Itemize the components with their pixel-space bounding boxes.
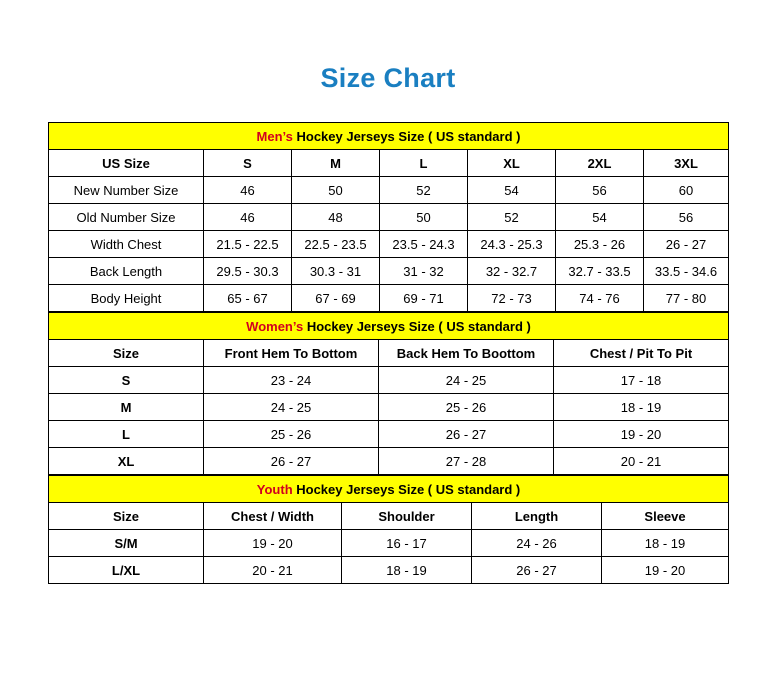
table-section-header-row [49,313,729,340]
table-row [49,367,729,394]
table-header-row [49,503,729,530]
mens-row-2-label: Width Chest [49,231,204,258]
youth-row-0-cell-2: 24 - 26 [472,530,602,557]
mens-row-0-label: New Number Size [49,177,204,204]
youth-header-accent: Youth [256,481,293,497]
table-header-row [49,150,729,177]
youth-row-0-label: S/M [49,530,204,557]
mens-row-0-cell-4: 56 [556,177,644,204]
mens-size-table [48,122,729,312]
womens-col-2: Back Hem To Boottom [379,340,554,367]
mens-row-4-cell-1: 67 - 69 [292,285,380,312]
womens-row-3-label: XL [49,448,204,475]
womens-row-0-cell-1: 24 - 25 [379,367,554,394]
table-header-row [49,340,729,367]
mens-col-5: 2XL [556,150,644,177]
womens-row-2-label: L [49,421,204,448]
mens-row-2-cell-5: 26 - 27 [644,231,729,258]
mens-row-0-cell-0: 46 [204,177,292,204]
womens-row-0-cell-2: 17 - 18 [554,367,729,394]
table-row [49,177,729,204]
mens-row-3-cell-4: 32.7 - 33.5 [556,258,644,285]
youth-header-rest: Hockey Jerseys Size ( US standard ) [292,481,521,497]
mens-row-1-cell-3: 52 [468,204,556,231]
mens-row-1-cell-1: 48 [292,204,380,231]
womens-row-1-cell-1: 25 - 26 [379,394,554,421]
womens-col-1: Front Hem To Bottom [204,340,379,367]
womens-col-0: Size [49,340,204,367]
youth-col-1: Chest / Width [204,503,342,530]
table-row [49,285,729,312]
table-row [49,231,729,258]
youth-row-1-cell-1: 18 - 19 [342,557,472,584]
youth-row-1-cell-3: 19 - 20 [602,557,729,584]
youth-row-1-label: L/XL [49,557,204,584]
youth-section-header [49,476,729,503]
youth-row-1-cell-2: 26 - 27 [472,557,602,584]
table-section-header-row [49,476,729,503]
table-row [49,448,729,475]
mens-col-4: XL [468,150,556,177]
mens-row-4-cell-4: 74 - 76 [556,285,644,312]
womens-col-3: Chest / Pit To Pit [554,340,729,367]
womens-header-accent: Women’s [246,318,304,334]
mens-row-3-cell-3: 32 - 32.7 [468,258,556,285]
table-row [49,204,729,231]
youth-size-table [48,475,729,584]
youth-col-0: Size [49,503,204,530]
mens-row-2-cell-0: 21.5 - 22.5 [204,231,292,258]
womens-size-table [48,312,729,475]
mens-row-1-cell-4: 54 [556,204,644,231]
mens-row-4-cell-2: 69 - 71 [380,285,468,312]
youth-row-0-cell-3: 18 - 19 [602,530,729,557]
mens-row-2-cell-2: 23.5 - 24.3 [380,231,468,258]
table-row [49,530,729,557]
mens-row-3-cell-0: 29.5 - 30.3 [204,258,292,285]
table-row [49,421,729,448]
mens-row-1-cell-0: 46 [204,204,292,231]
womens-row-2-cell-0: 25 - 26 [204,421,379,448]
womens-row-1-cell-2: 18 - 19 [554,394,729,421]
mens-row-3-cell-1: 30.3 - 31 [292,258,380,285]
mens-row-2-cell-1: 22.5 - 23.5 [292,231,380,258]
mens-col-3: L [380,150,468,177]
mens-col-1: S [204,150,292,177]
mens-row-1-label: Old Number Size [49,204,204,231]
mens-row-0-cell-5: 60 [644,177,729,204]
womens-row-1-cell-0: 24 - 25 [204,394,379,421]
mens-row-4-cell-3: 72 - 73 [468,285,556,312]
mens-col-2: M [292,150,380,177]
mens-section-header [49,123,729,150]
youth-row-1-cell-0: 20 - 21 [204,557,342,584]
mens-header-accent: Men’s [256,128,293,144]
womens-row-1-label: M [49,394,204,421]
table-row [49,394,729,421]
mens-row-4-cell-0: 65 - 67 [204,285,292,312]
womens-row-3-cell-2: 20 - 21 [554,448,729,475]
mens-row-2-cell-4: 25.3 - 26 [556,231,644,258]
mens-row-3-cell-2: 31 - 32 [380,258,468,285]
mens-row-1-cell-5: 56 [644,204,729,231]
page-title: Size Chart [320,63,456,93]
mens-col-6: 3XL [644,150,729,177]
youth-row-0-cell-1: 16 - 17 [342,530,472,557]
mens-row-0-cell-2: 52 [380,177,468,204]
mens-row-4-cell-5: 77 - 80 [644,285,729,312]
womens-header-rest: Hockey Jerseys Size ( US standard ) [303,318,531,334]
womens-row-3-cell-1: 27 - 28 [379,448,554,475]
mens-row-1-cell-2: 50 [380,204,468,231]
table-section-header-row [49,123,729,150]
mens-col-0: US Size [49,150,204,177]
mens-row-4-label: Body Height [49,285,204,312]
womens-row-2-cell-2: 19 - 20 [554,421,729,448]
table-row [49,258,729,285]
youth-col-2: Shoulder [342,503,472,530]
womens-row-3-cell-0: 26 - 27 [204,448,379,475]
youth-row-0-cell-0: 19 - 20 [204,530,342,557]
womens-section-header [49,313,729,340]
table-row [49,557,729,584]
mens-row-2-cell-3: 24.3 - 25.3 [468,231,556,258]
mens-header-rest: Hockey Jerseys Size ( US standard ) [292,128,521,144]
womens-row-0-cell-0: 23 - 24 [204,367,379,394]
mens-row-3-label: Back Length [49,258,204,285]
youth-col-3: Length [472,503,602,530]
womens-row-0-label: S [49,367,204,394]
youth-col-4: Sleeve [602,503,729,530]
womens-row-2-cell-1: 26 - 27 [379,421,554,448]
mens-row-3-cell-5: 33.5 - 34.6 [644,258,729,285]
mens-row-0-cell-3: 54 [468,177,556,204]
size-chart-tables [48,122,728,584]
mens-row-0-cell-1: 50 [292,177,380,204]
